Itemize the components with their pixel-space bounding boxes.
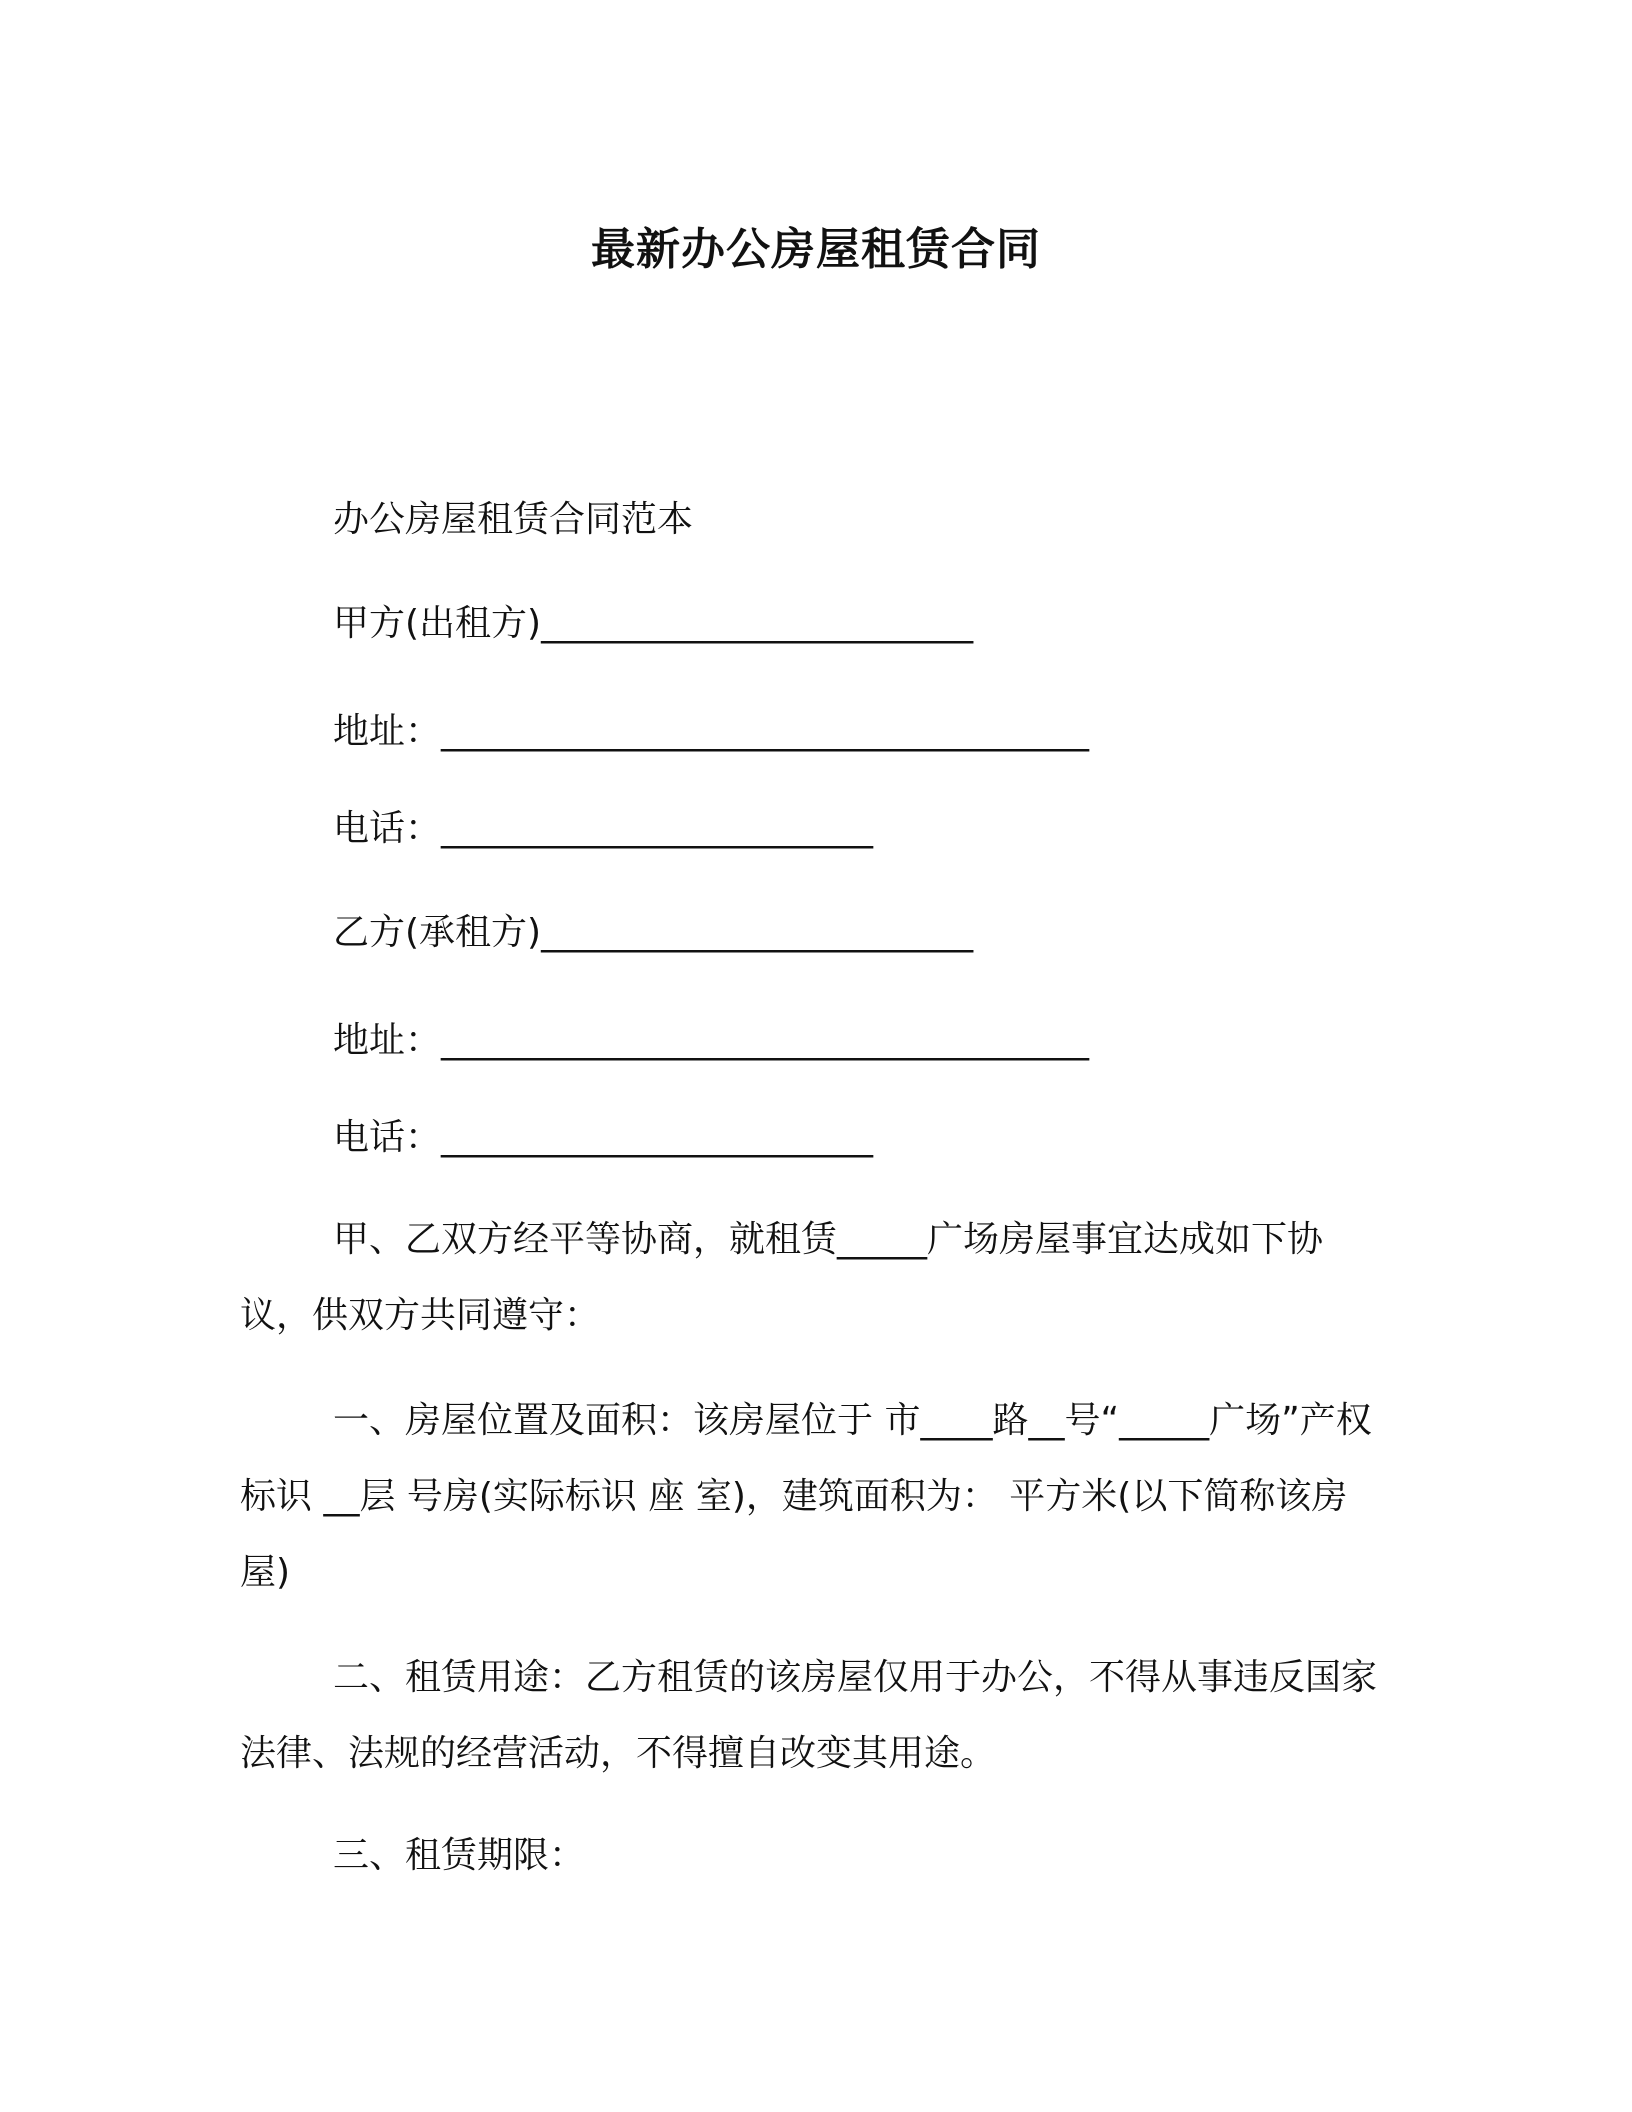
clause-3-heading: 三、租赁期限： — [333, 1835, 586, 1876]
party-b-address-field: 地址：____________________________________ — [333, 1020, 1090, 1061]
clause-2-paragraph: 二、租赁用途：乙方租赁的该房屋仅用于办公，不得从事违反国家法律、法规的经营活动，不得擅自改变其用途。 — [240, 1657, 1378, 1774]
contract-subtitle: 办公房屋租赁合同范本 — [333, 499, 694, 540]
party-a-phone-field: 电话：________________________ — [333, 808, 874, 849]
document-title: 最新办公房屋租赁合同 — [591, 224, 1041, 275]
party-b-field: 乙方(承租方)________________________ — [333, 912, 974, 953]
intro-paragraph: 甲、乙双方经平等协商，就租赁_____广场房屋事宜达成如下协议，供双方共同遵守： — [240, 1219, 1324, 1336]
clause-1-paragraph: 一、房屋位置及面积：该房屋位于 市____路__号“_____广场”产权标识 __层 号房(实际标识 座 室)，建筑面积为： 平方米(以下简称该房屋) — [240, 1400, 1372, 1593]
party-a-address-field: 地址：____________________________________ — [333, 711, 1090, 752]
party-a-field: 甲方(出租方)________________________ — [333, 603, 974, 644]
party-b-phone-field: 电话：________________________ — [333, 1117, 874, 1158]
